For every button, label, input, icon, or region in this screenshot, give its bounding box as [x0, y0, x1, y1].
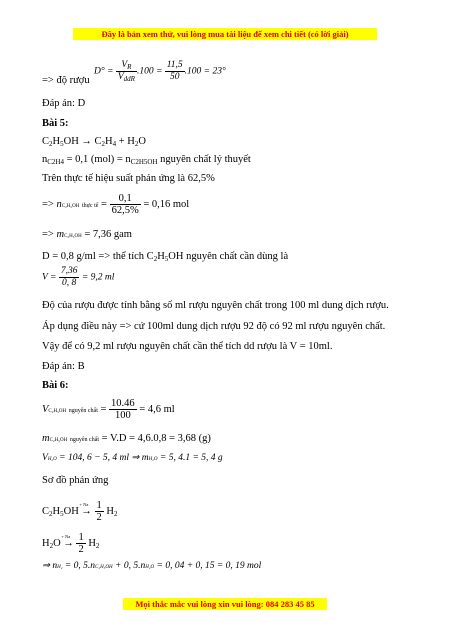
- answer-2: Đáp án: B: [42, 361, 85, 372]
- n-line: $n_{C2H4} = 0,1$ $(mol) = n_{C2H5OH}$ nguyên chất lý thuyết: [42, 154, 251, 166]
- v-water: VH₂O = 104, 6 − 5, 4 ml ⇒ mH₂O = 5, 4.1 = 5, 4 g: [42, 453, 223, 463]
- paragraph-3: Vậy để có 9,2 ml rượu nguyên chất cần thể tích dd rượu là V = 10ml.: [42, 341, 333, 352]
- v-pure: VC₂H₅OH nguyên chất = $\frac{10.46}{100}$ = 4,6 ml: [42, 398, 175, 421]
- m-pure: mC₂H₅OH nguyên chất = V.D = 4,6.0,8 = 3,68 (g): [42, 433, 211, 444]
- top-banner: Đây là bản xem thử, vui lòng mua tài liệu để xem chi tiết (có lời giải): [73, 28, 377, 40]
- answer-1: Đáp án: D: [42, 98, 86, 109]
- paragraph-2: Áp dụng điều này => cứ 100ml dung dịch rượu 92 độ có 92 ml rượu nguyên chất.: [42, 321, 386, 332]
- paragraph-1: Độ của rượu được tính bằng số ml rượu nguyên chất trong 100 ml dung dịch rượu.: [42, 300, 389, 311]
- volume-formula: V = $\frac{7,36}{0, 8}$ = 9,2 ml: [42, 266, 115, 288]
- scheme-title: Sơ đồ phản ứng: [42, 475, 109, 486]
- heading-bai-5: Bài 5:: [42, 118, 69, 129]
- scheme-1: $C_2H_5OH$ + Na → $\frac{1}{2}$ $H_2$: [42, 500, 118, 523]
- heading-bai-6: Bài 6:: [42, 380, 69, 391]
- bottom-banner: Mọi thắc mắc vui lòng xin vui lòng: 084 283 45 85: [123, 598, 327, 610]
- final-equation: ⇒ nH₂ = 0, 5.nC₂H₅OH + 0, 5.nH₂O = 0, 04 + 0, 15 = 0, 19 mol: [42, 561, 262, 571]
- m-line: => mC₂H₅OH = 7,36 gam: [42, 229, 132, 240]
- reaction-1: $C_2H_5OH \to C_2H_4 + H_2O$: [42, 136, 146, 148]
- degree-formula: D° = $\frac{V_R}{V_{ddR}}$ .100 = $\frac{11,5}{50}$ .100 = 23°: [94, 60, 226, 83]
- density-line: D = 0,8 g/ml => thể tích $C_2H_5OH$ nguyên chất cần dùng là: [42, 251, 289, 263]
- degree-label: => độ rượu: [42, 75, 90, 86]
- scheme-2: $H_2O$ + Na → $\frac{1}{2}$ $H_2$: [42, 532, 100, 555]
- yield-line: Trên thực tế hiệu suất phản ứng là 62,5%: [42, 173, 215, 184]
- n-actual: => nC₂H₅OH thực tế = $\frac{0,1}{62,5\%}$ = 0,16 mol: [42, 193, 190, 216]
